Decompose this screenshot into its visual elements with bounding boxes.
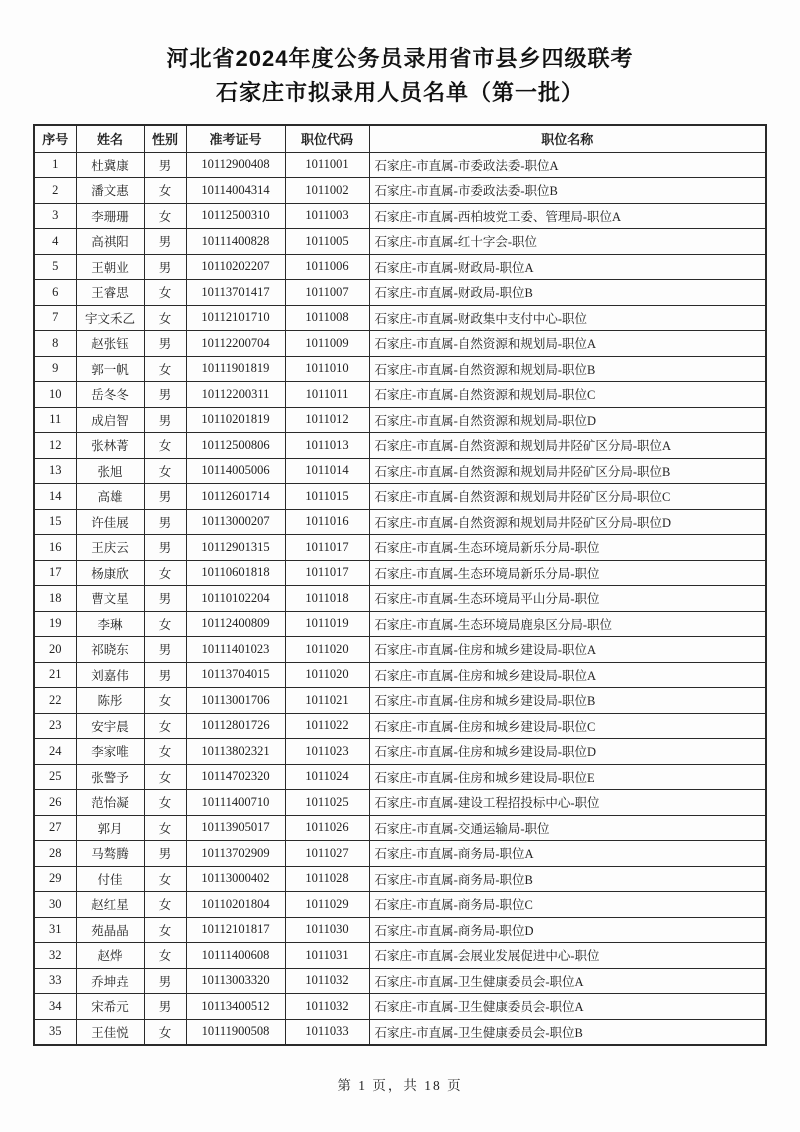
cell-name: 王佳悦: [76, 1019, 144, 1045]
cell-position-code: 1011017: [285, 560, 369, 586]
table-header-row: [34, 125, 766, 152]
cell-index: 20: [34, 637, 76, 663]
cell-gender: 男: [144, 662, 186, 688]
cell-ticket-number: 10111401023: [186, 637, 285, 663]
cell-name: 马骜腾: [76, 841, 144, 867]
cell-ticket-number: 10111900508: [186, 1019, 285, 1045]
cell-ticket-number: 10110202207: [186, 254, 285, 280]
cell-position-code: 1011020: [285, 637, 369, 663]
cell-position-code: 1011022: [285, 713, 369, 739]
cell-index: 27: [34, 815, 76, 841]
cell-gender: 女: [144, 739, 186, 765]
table-row: [34, 790, 766, 816]
cell-name: 赵烨: [76, 943, 144, 969]
cell-ticket-number: 10112500806: [186, 433, 285, 459]
cell-gender: 女: [144, 458, 186, 484]
table-row: [34, 407, 766, 433]
cell-gender: 女: [144, 305, 186, 331]
cell-name: 李珊珊: [76, 203, 144, 229]
cell-gender: 男: [144, 535, 186, 561]
cell-gender: 男: [144, 968, 186, 994]
title-line-2: 石家庄市拟录用人员名单（第一批）: [215, 80, 584, 106]
cell-position-code: 1011018: [285, 586, 369, 612]
cell-ticket-number: 10112900408: [186, 152, 285, 178]
cell-position-name: 石家庄-市直属-建设工程招投标中心-职位: [369, 790, 766, 816]
cell-position-name: 石家庄-市直属-商务局-职位A: [369, 841, 766, 867]
cell-ticket-number: 10113000207: [186, 509, 285, 535]
cell-gender: 男: [144, 637, 186, 663]
cell-gender: 女: [144, 433, 186, 459]
table-row: [34, 739, 766, 765]
table-row: [34, 254, 766, 280]
cell-index: 31: [34, 917, 76, 943]
cell-position-code: 1011029: [285, 892, 369, 918]
cell-index: 6: [34, 280, 76, 306]
cell-index: 22: [34, 688, 76, 714]
cell-name: 张旭: [76, 458, 144, 484]
cell-index: 2: [34, 178, 76, 204]
table-row: [34, 382, 766, 408]
page-number-footer: 第 1 页，共 18 页: [337, 1078, 463, 1093]
table-row: [34, 560, 766, 586]
cell-index: 9: [34, 356, 76, 382]
cell-gender: 女: [144, 560, 186, 586]
cell-gender: 女: [144, 815, 186, 841]
cell-ticket-number: 10112601714: [186, 484, 285, 510]
cell-index: 25: [34, 764, 76, 790]
cell-position-name: 石家庄-市直属-商务局-职位D: [369, 917, 766, 943]
cell-name: 赵张钰: [76, 331, 144, 357]
cell-position-code: 1011012: [285, 407, 369, 433]
cell-position-name: 石家庄-市直属-住房和城乡建设局-职位B: [369, 688, 766, 714]
cell-index: 33: [34, 968, 76, 994]
header-ticket-number: 准考证号: [186, 125, 285, 152]
cell-name: 杨康欣: [76, 560, 144, 586]
cell-index: 3: [34, 203, 76, 229]
cell-index: 18: [34, 586, 76, 612]
cell-position-code: 1011017: [285, 535, 369, 561]
cell-gender: 男: [144, 509, 186, 535]
cell-ticket-number: 10113704015: [186, 662, 285, 688]
cell-ticket-number: 10114004314: [186, 178, 285, 204]
table-row: [34, 968, 766, 994]
cell-gender: 女: [144, 178, 186, 204]
cell-position-name: 石家庄-市直属-财政局-职位B: [369, 280, 766, 306]
table-row: [34, 713, 766, 739]
cell-position-name: 石家庄-市直属-自然资源和规划局-职位B: [369, 356, 766, 382]
cell-ticket-number: 10114005006: [186, 458, 285, 484]
table-row: [34, 586, 766, 612]
cell-position-code: 1011026: [285, 815, 369, 841]
table-row: [34, 841, 766, 867]
cell-index: 14: [34, 484, 76, 510]
cell-index: 8: [34, 331, 76, 357]
cell-name: 岳冬冬: [76, 382, 144, 408]
cell-ticket-number: 10113702909: [186, 841, 285, 867]
cell-name: 张林菁: [76, 433, 144, 459]
cell-ticket-number: 10110601818: [186, 560, 285, 586]
cell-position-code: 1011002: [285, 178, 369, 204]
cell-gender: 女: [144, 790, 186, 816]
header-position-code: 职位代码: [285, 125, 369, 152]
roster-table-container: [33, 124, 767, 1046]
table-row: [34, 484, 766, 510]
cell-ticket-number: 10112500310: [186, 203, 285, 229]
cell-name: 张警予: [76, 764, 144, 790]
cell-position-name: 石家庄-市直属-会展业发展促进中心-职位: [369, 943, 766, 969]
cell-gender: 男: [144, 152, 186, 178]
cell-position-name: 石家庄-市直属-生态环境局新乐分局-职位: [369, 535, 766, 561]
cell-gender: 女: [144, 203, 186, 229]
cell-name: 潘文惠: [76, 178, 144, 204]
cell-ticket-number: 10113905017: [186, 815, 285, 841]
cell-name: 宋希元: [76, 994, 144, 1020]
cell-position-code: 1011011: [285, 382, 369, 408]
cell-name: 高雄: [76, 484, 144, 510]
cell-index: 19: [34, 611, 76, 637]
cell-index: 5: [34, 254, 76, 280]
cell-position-name: 石家庄-市直属-商务局-职位B: [369, 866, 766, 892]
cell-index: 30: [34, 892, 76, 918]
table-row: [34, 178, 766, 204]
cell-position-name: 石家庄-市直属-生态环境局鹿泉区分局-职位: [369, 611, 766, 637]
cell-position-name: 石家庄-市直属-市委政法委-职位B: [369, 178, 766, 204]
cell-position-name: 石家庄-市直属-红十字会-职位: [369, 229, 766, 255]
cell-gender: 女: [144, 356, 186, 382]
table-row: [34, 815, 766, 841]
cell-name: 郭一帆: [76, 356, 144, 382]
cell-name: 王朝业: [76, 254, 144, 280]
cell-gender: 男: [144, 382, 186, 408]
cell-index: 7: [34, 305, 76, 331]
cell-gender: 男: [144, 841, 186, 867]
cell-position-name: 石家庄-市直属-财政集中支付中心-职位: [369, 305, 766, 331]
cell-position-code: 1011027: [285, 841, 369, 867]
cell-index: 21: [34, 662, 76, 688]
cell-name: 郭月: [76, 815, 144, 841]
cell-name: 王庆云: [76, 535, 144, 561]
cell-position-name: 石家庄-市直属-自然资源和规划局井陉矿区分局-职位C: [369, 484, 766, 510]
cell-name: 杜冀康: [76, 152, 144, 178]
header-gender: 性别: [144, 125, 186, 152]
cell-position-code: 1011032: [285, 994, 369, 1020]
cell-position-code: 1011030: [285, 917, 369, 943]
cell-name: 宇文禾乙: [76, 305, 144, 331]
cell-name: 安宇晨: [76, 713, 144, 739]
cell-position-name: 石家庄-市直属-住房和城乡建设局-职位A: [369, 637, 766, 663]
cell-ticket-number: 10114702320: [186, 764, 285, 790]
table-row: [34, 662, 766, 688]
cell-index: 4: [34, 229, 76, 255]
cell-position-name: 石家庄-市直属-市委政法委-职位A: [369, 152, 766, 178]
table-row: [34, 280, 766, 306]
cell-index: 29: [34, 866, 76, 892]
cell-position-name: 石家庄-市直属-住房和城乡建设局-职位C: [369, 713, 766, 739]
cell-position-code: 1011008: [285, 305, 369, 331]
cell-gender: 男: [144, 994, 186, 1020]
cell-ticket-number: 10112101710: [186, 305, 285, 331]
cell-gender: 男: [144, 407, 186, 433]
table-row: [34, 764, 766, 790]
cell-index: 1: [34, 152, 76, 178]
cell-gender: 女: [144, 688, 186, 714]
table-row: [34, 688, 766, 714]
cell-gender: 女: [144, 1019, 186, 1045]
cell-name: 曹文星: [76, 586, 144, 612]
cell-ticket-number: 10112901315: [186, 535, 285, 561]
cell-name: 付佳: [76, 866, 144, 892]
cell-ticket-number: 10110201819: [186, 407, 285, 433]
header-position-name: 职位名称: [369, 125, 766, 152]
cell-gender: 女: [144, 611, 186, 637]
cell-ticket-number: 10111400828: [186, 229, 285, 255]
cell-position-code: 1011024: [285, 764, 369, 790]
cell-index: 23: [34, 713, 76, 739]
table-row: [34, 917, 766, 943]
cell-ticket-number: 10112200311: [186, 382, 285, 408]
cell-position-name: 石家庄-市直属-住房和城乡建设局-职位D: [369, 739, 766, 765]
cell-name: 王睿思: [76, 280, 144, 306]
cell-position-code: 1011021: [285, 688, 369, 714]
cell-index: 10: [34, 382, 76, 408]
cell-position-code: 1011023: [285, 739, 369, 765]
cell-position-name: 石家庄-市直属-商务局-职位C: [369, 892, 766, 918]
cell-position-code: 1011031: [285, 943, 369, 969]
cell-ticket-number: 10113701417: [186, 280, 285, 306]
cell-gender: 男: [144, 254, 186, 280]
cell-position-code: 1011005: [285, 229, 369, 255]
cell-ticket-number: 10113003320: [186, 968, 285, 994]
cell-name: 范怡凝: [76, 790, 144, 816]
cell-ticket-number: 10111901819: [186, 356, 285, 382]
cell-position-name: 石家庄-市直属-自然资源和规划局井陉矿区分局-职位A: [369, 433, 766, 459]
table-row: [34, 458, 766, 484]
table-row: [34, 611, 766, 637]
cell-position-name: 石家庄-市直属-财政局-职位A: [369, 254, 766, 280]
cell-name: 乔坤垚: [76, 968, 144, 994]
cell-gender: 女: [144, 713, 186, 739]
cell-gender: 女: [144, 280, 186, 306]
cell-ticket-number: 10113400512: [186, 994, 285, 1020]
cell-gender: 女: [144, 917, 186, 943]
cell-gender: 男: [144, 229, 186, 255]
cell-position-code: 1011020: [285, 662, 369, 688]
header-name: 姓名: [76, 125, 144, 152]
cell-position-name: 石家庄-市直属-住房和城乡建设局-职位A: [369, 662, 766, 688]
cell-name: 李家唯: [76, 739, 144, 765]
cell-position-name: 石家庄-市直属-生态环境局平山分局-职位: [369, 586, 766, 612]
cell-position-name: 石家庄-市直属-自然资源和规划局-职位C: [369, 382, 766, 408]
cell-name: 苑晶晶: [76, 917, 144, 943]
cell-ticket-number: 10112101817: [186, 917, 285, 943]
cell-ticket-number: 10112200704: [186, 331, 285, 357]
cell-index: 32: [34, 943, 76, 969]
cell-position-code: 1011009: [285, 331, 369, 357]
cell-position-code: 1011019: [285, 611, 369, 637]
cell-index: 35: [34, 1019, 76, 1045]
table-row: [34, 637, 766, 663]
cell-gender: 男: [144, 586, 186, 612]
cell-name: 陈彤: [76, 688, 144, 714]
cell-position-code: 1011007: [285, 280, 369, 306]
cell-position-code: 1011006: [285, 254, 369, 280]
cell-position-name: 石家庄-市直属-住房和城乡建设局-职位E: [369, 764, 766, 790]
cell-ticket-number: 10113000402: [186, 866, 285, 892]
cell-position-code: 1011003: [285, 203, 369, 229]
table-row: [34, 866, 766, 892]
cell-position-name: 石家庄-市直属-生态环境局新乐分局-职位: [369, 560, 766, 586]
table-row: [34, 1019, 766, 1045]
cell-ticket-number: 10110102204: [186, 586, 285, 612]
cell-gender: 女: [144, 943, 186, 969]
cell-name: 许佳展: [76, 509, 144, 535]
cell-position-code: 1011010: [285, 356, 369, 382]
cell-index: 16: [34, 535, 76, 561]
cell-index: 28: [34, 841, 76, 867]
cell-index: 15: [34, 509, 76, 535]
table-row: [34, 203, 766, 229]
cell-ticket-number: 10111400608: [186, 943, 285, 969]
cell-name: 刘嘉伟: [76, 662, 144, 688]
header-index: 序号: [34, 125, 76, 152]
cell-position-code: 1011013: [285, 433, 369, 459]
cell-gender: 男: [144, 484, 186, 510]
title-line-1: 河北省2024年度公务员录用省市县乡四级联考: [166, 46, 634, 71]
table-row: [34, 943, 766, 969]
roster-table: [33, 124, 767, 1046]
cell-index: 13: [34, 458, 76, 484]
cell-ticket-number: 10113001706: [186, 688, 285, 714]
cell-position-code: 1011014: [285, 458, 369, 484]
table-row: [34, 509, 766, 535]
cell-gender: 男: [144, 331, 186, 357]
cell-name: 成启智: [76, 407, 144, 433]
cell-name: 李琳: [76, 611, 144, 637]
cell-index: 34: [34, 994, 76, 1020]
cell-name: 赵红星: [76, 892, 144, 918]
cell-position-code: 1011015: [285, 484, 369, 510]
cell-position-code: 1011032: [285, 968, 369, 994]
table-row: [34, 994, 766, 1020]
cell-position-code: 1011001: [285, 152, 369, 178]
cell-ticket-number: 10111400710: [186, 790, 285, 816]
cell-index: 11: [34, 407, 76, 433]
cell-ticket-number: 10112400809: [186, 611, 285, 637]
cell-position-name: 石家庄-市直属-卫生健康委员会-职位A: [369, 968, 766, 994]
cell-position-name: 石家庄-市直属-自然资源和规划局井陉矿区分局-职位D: [369, 509, 766, 535]
document-title: [0, 0, 800, 110]
table-row: [34, 229, 766, 255]
cell-position-name: 石家庄-市直属-卫生健康委员会-职位A: [369, 994, 766, 1020]
cell-name: 高祺阳: [76, 229, 144, 255]
cell-position-code: 1011025: [285, 790, 369, 816]
table-row: [34, 892, 766, 918]
cell-ticket-number: 10113802321: [186, 739, 285, 765]
cell-index: 24: [34, 739, 76, 765]
cell-position-name: 石家庄-市直属-西柏坡党工委、管理局-职位A: [369, 203, 766, 229]
cell-gender: 女: [144, 892, 186, 918]
table-row: [34, 152, 766, 178]
cell-ticket-number: 10110201804: [186, 892, 285, 918]
table-row: [34, 356, 766, 382]
cell-ticket-number: 10112801726: [186, 713, 285, 739]
cell-index: 12: [34, 433, 76, 459]
cell-gender: 女: [144, 866, 186, 892]
table-row: [34, 433, 766, 459]
cell-position-name: 石家庄-市直属-自然资源和规划局-职位A: [369, 331, 766, 357]
cell-position-code: 1011033: [285, 1019, 369, 1045]
cell-position-code: 1011028: [285, 866, 369, 892]
cell-position-name: 石家庄-市直属-自然资源和规划局井陉矿区分局-职位B: [369, 458, 766, 484]
cell-position-name: 石家庄-市直属-交通运输局-职位: [369, 815, 766, 841]
table-row: [34, 535, 766, 561]
cell-index: 26: [34, 790, 76, 816]
cell-name: 祁晓东: [76, 637, 144, 663]
cell-position-code: 1011016: [285, 509, 369, 535]
cell-index: 17: [34, 560, 76, 586]
table-row: [34, 331, 766, 357]
table-row: [34, 305, 766, 331]
cell-position-name: 石家庄-市直属-卫生健康委员会-职位B: [369, 1019, 766, 1045]
cell-position-name: 石家庄-市直属-自然资源和规划局-职位D: [369, 407, 766, 433]
cell-gender: 女: [144, 764, 186, 790]
